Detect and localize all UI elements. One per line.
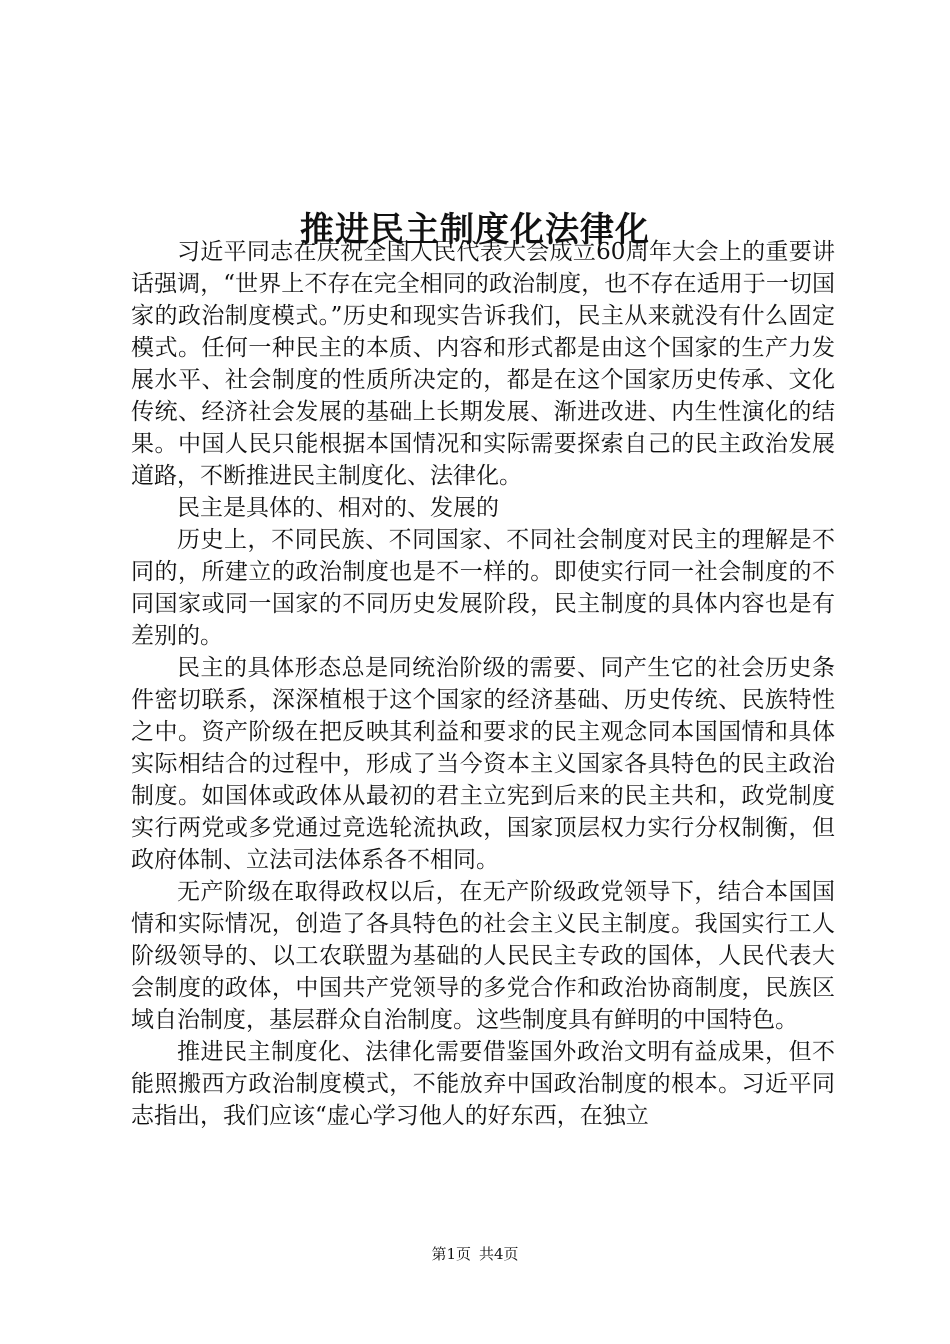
paragraph-3: 民主的具体形态总是同统治阶级的需要、同产生它的社会历史条件密切联系，深深植根于这个国家的经济基础、历史传统、民族特性之中。资产阶级在把反映其利益和要求的民主观念同本国国情和具体实际相结合的过程中，形成了当今资本主义国家各具特色的民主政治制度。如国体或政体从最初的君主立宪到后来的民主共和，政党制度实行两党或多党通过竞选轮流执政，国家顶层权力实行分权制衡，但政府体制、立法司法体系各不相同。	[131, 655, 835, 873]
section-heading: 民主是具体的、相对的、发展的	[177, 495, 499, 521]
document-body	[131, 236, 835, 1132]
document-title: 推进民主制度化法律化	[300, 209, 650, 250]
page-footer	[0, 1244, 950, 1264]
paragraph-5: 推进民主制度化、法律化需要借鉴国外政治文明有益成果，但不能照搬西方政治制度模式，不能放弃中国政治制度的根本。习近平同志指出，我们应该“虚心学习他人的好东西，在独立	[131, 1039, 835, 1129]
page-number: 第1页	[431, 1245, 471, 1263]
paragraph-4: 无产阶级在取得政权以后，在无产阶级政党领导下，结合本国国情和实际情况，创造了各具特色的社会主义民主制度。我国实行工人阶级领导的、以工农联盟为基础的人民民主专政的国体，人民代表大会制度的政体，中国共产党领导的多党合作和政治协商制度，民族区域自治制度，基层群众自治制度。这些制度具有鲜明的中国特色。	[131, 879, 835, 1033]
paragraph-2: 历史上，不同民族、不同国家、不同社会制度对民主的理解是不同的，所建立的政治制度也是不一样的。即使实行同一社会制度的不同国家或同一国家的不同历史发展阶段，民主制度的具体内容也是有差别的。	[131, 527, 835, 649]
paragraph-1: 习近平同志在庆祝全国人民代表大会成立60周年大会上的重要讲话强调，“世界上不存在完全相同的政治制度，也不存在适用于一切国家的政治制度模式。”历史和现实告诉我们，民主从来就没有什么固定模式。任何一种民主的本质、内容和形式都是由这个国家的生产力发展水平、社会制度的性质所决定的，都是在这个国家历史传承、文化传统、经济社会发展的基础上长期发展、渐进改进、内生性演化的结果。中国人民只能根据本国情况和实际需要探索自己的民主政治发展道路，不断推进民主制度化、法律化。	[131, 239, 835, 489]
page-total: 共4页	[479, 1245, 519, 1263]
